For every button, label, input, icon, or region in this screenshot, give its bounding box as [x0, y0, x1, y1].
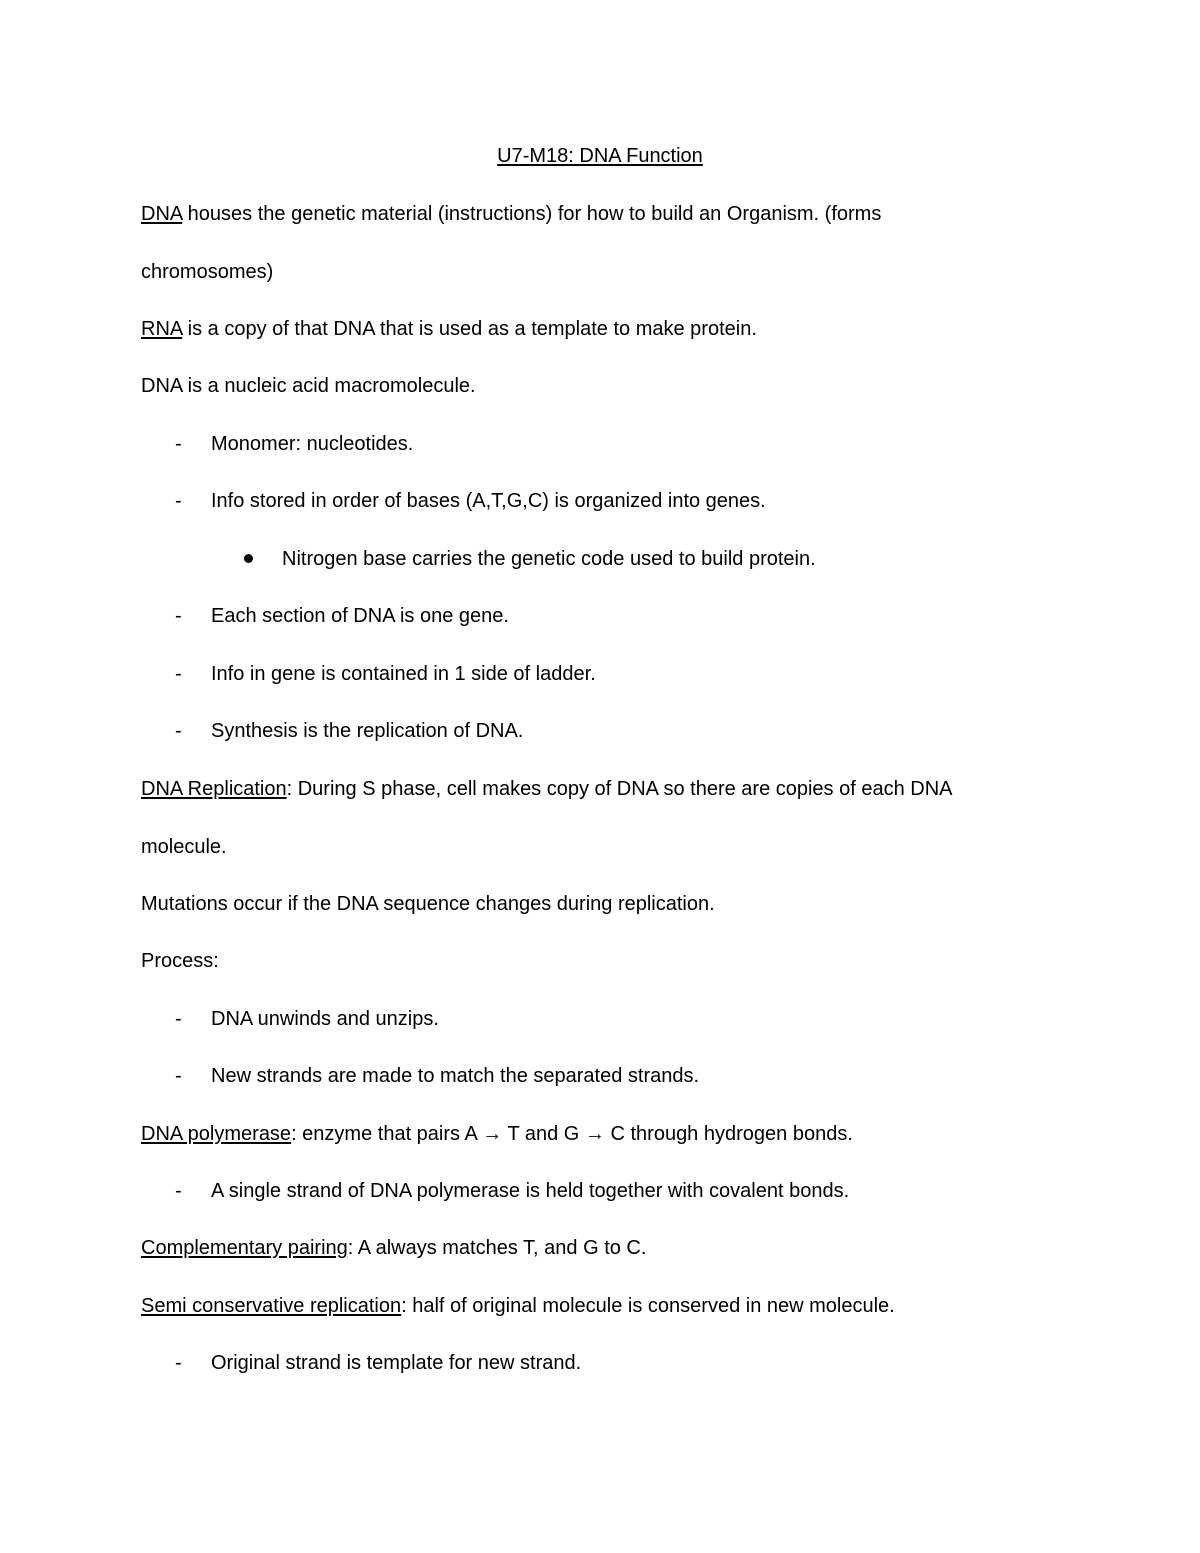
- dna-term: DNA: [141, 203, 183, 225]
- dash-marker: -: [175, 605, 182, 627]
- rna-definition-text: is a copy of that DNA that is used as a template to make protein.: [182, 318, 757, 340]
- complementary-term: Complementary pairing: [141, 1237, 348, 1259]
- rna-definition-line: [141, 316, 757, 342]
- replication-term: DNA Replication: [141, 778, 287, 800]
- bullet-marker: [244, 554, 253, 563]
- semi-conservative-definition-line: [141, 1293, 895, 1319]
- semi-conservative-definition-text: : half of original molecule is conserved in new molecule.: [401, 1295, 895, 1317]
- list-item: DNA unwinds and unzips.: [211, 1008, 439, 1030]
- dash-marker: -: [175, 1065, 182, 1087]
- list-item: Original strand is template for new strand.: [211, 1352, 582, 1374]
- nucleic-acid-line: DNA is a nucleic acid macromolecule.: [141, 375, 476, 397]
- replication-definition-text: : During S phase, cell makes copy of DNA so there are copies of each DNA: [286, 778, 953, 800]
- list-item: New strands are made to match the separated strands.: [211, 1065, 700, 1087]
- mutations-line: Mutations occur if the DNA sequence changes during replication.: [141, 893, 715, 915]
- dna-definition-line-2: chromosomes): [141, 261, 274, 283]
- polymerase-definition-line: [141, 1121, 853, 1147]
- process-label: Process:: [141, 950, 219, 972]
- replication-definition-line-2: molecule.: [141, 836, 227, 858]
- dash-marker: -: [175, 1008, 182, 1030]
- dash-marker: -: [175, 433, 182, 455]
- list-item: Info in gene is contained in 1 side of ladder.: [211, 663, 596, 685]
- page-title: U7-M18: DNA Function: [497, 145, 703, 167]
- polymerase-term: DNA polymerase: [141, 1123, 292, 1145]
- semi-conservative-term: Semi conservative replication: [141, 1295, 402, 1317]
- list-item: Monomer: nucleotides.: [211, 433, 414, 455]
- dash-marker: -: [175, 490, 182, 512]
- dash-marker: -: [175, 720, 182, 742]
- list-item: A single strand of DNA polymerase is held together with covalent bonds.: [211, 1180, 850, 1202]
- rna-term: RNA: [141, 318, 183, 340]
- list-item: Info stored in order of bases (A,T,G,C) is organized into genes.: [211, 490, 766, 512]
- dna-definition-line-1: [141, 201, 881, 227]
- dash-marker: -: [175, 1352, 182, 1374]
- polymerase-definition-text: : enzyme that pairs A → T and G → C through hydrogen bonds.: [291, 1123, 853, 1145]
- nitrogen-base-bullet-item: Nitrogen base carries the genetic code used to build protein.: [282, 548, 816, 570]
- complementary-definition-text: : A always matches T, and G to C.: [347, 1237, 647, 1259]
- dash-marker: -: [175, 1180, 182, 1202]
- complementary-definition-line: [141, 1235, 646, 1261]
- list-item: Each section of DNA is one gene.: [211, 605, 509, 627]
- list-item: Synthesis is the replication of DNA.: [211, 720, 524, 742]
- replication-definition-line-1: [141, 776, 953, 802]
- dna-definition-text: houses the genetic material (instructions) for how to build an Organism. (forms: [182, 203, 882, 225]
- dash-marker: -: [175, 663, 182, 685]
